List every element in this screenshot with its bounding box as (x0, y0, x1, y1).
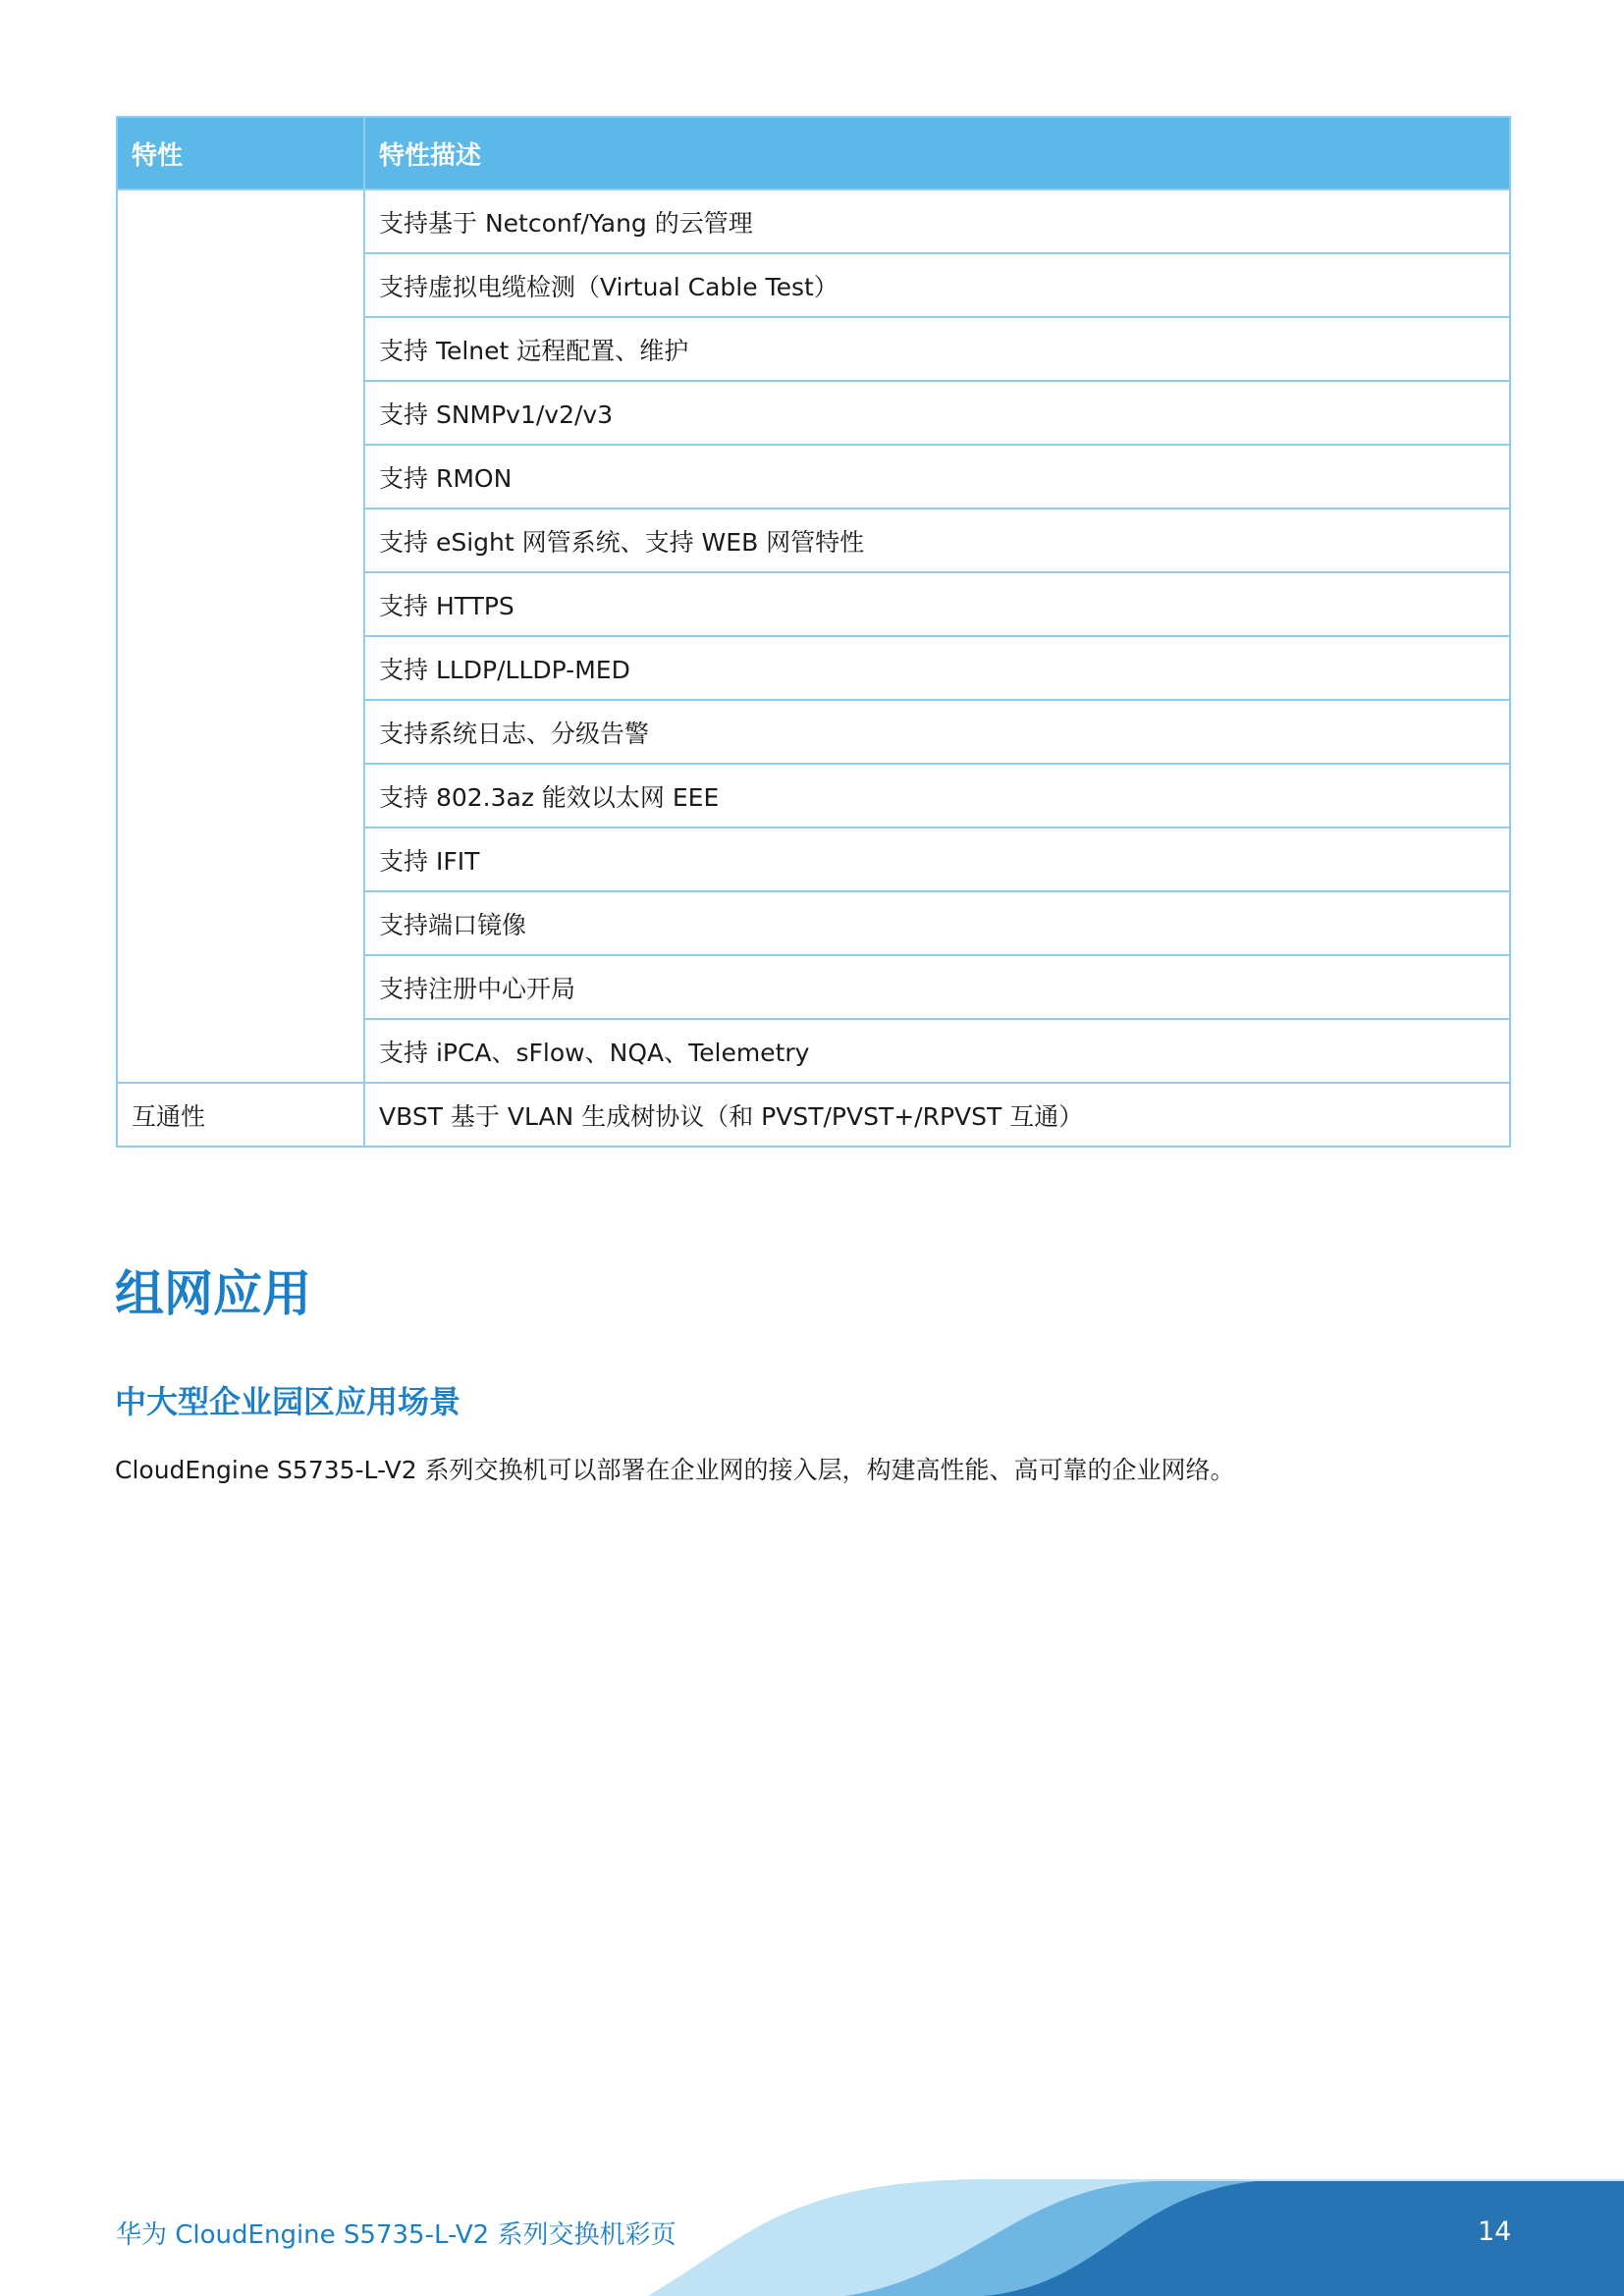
page-number: 14 (1478, 2216, 1512, 2247)
description-cell: 支持系统日志、分级告警 (364, 700, 1510, 764)
table-row (117, 1083, 1510, 1147)
description-cell: 支持 RMON (364, 445, 1510, 508)
description-cell: 支持 eSight 网管系统、支持 WEB 网管特性 (364, 508, 1510, 572)
header-feature: 特性 (117, 117, 364, 189)
section-paragraph: CloudEngine S5735-L-V2 系列交换机可以部署在企业网的接入层，构建高性能、高可靠的企业网络。 (115, 1456, 1235, 1484)
description-cell: 支持虚拟电缆检测（Virtual Cable Test） (364, 253, 1510, 317)
description-cell: 支持 802.3az 能效以太网 EEE (364, 764, 1510, 828)
header-description: 特性描述 (364, 117, 1510, 189)
description-cell: 支持 HTTPS (364, 572, 1510, 636)
feature-table (116, 116, 1511, 1148)
description-cell: 支持基于 Netconf/Yang 的云管理 (364, 189, 1510, 253)
section-subtitle: 中大型企业园区应用场景 (115, 1383, 461, 1420)
description-cell: 支持 LLDP/LLDP-MED (364, 636, 1510, 700)
table-row (117, 189, 1510, 253)
description-cell: 支持 SNMPv1/v2/v3 (364, 381, 1510, 445)
table-header-row (117, 117, 1510, 189)
description-cell: 支持端口镜像 (364, 891, 1510, 955)
description-cell: VBST 基于 VLAN 生成树协议（和 PVST/PVST+/RPVST 互通） (364, 1083, 1510, 1147)
description-cell: 支持 Telnet 远程配置、维护 (364, 317, 1510, 381)
description-cell: 支持注册中心开局 (364, 955, 1510, 1019)
description-cell: 支持 IFIT (364, 828, 1510, 891)
description-cell: 支持 iPCA、sFlow、NQA、Telemetry (364, 1019, 1510, 1083)
feature-cell-interoperability: 互通性 (117, 1083, 364, 1147)
footer-title: 华为 CloudEngine S5735-L-V2 系列交换机彩页 (116, 2220, 677, 2250)
section-title: 组网应用 (115, 1265, 311, 1322)
feature-cell-management (117, 189, 364, 1083)
